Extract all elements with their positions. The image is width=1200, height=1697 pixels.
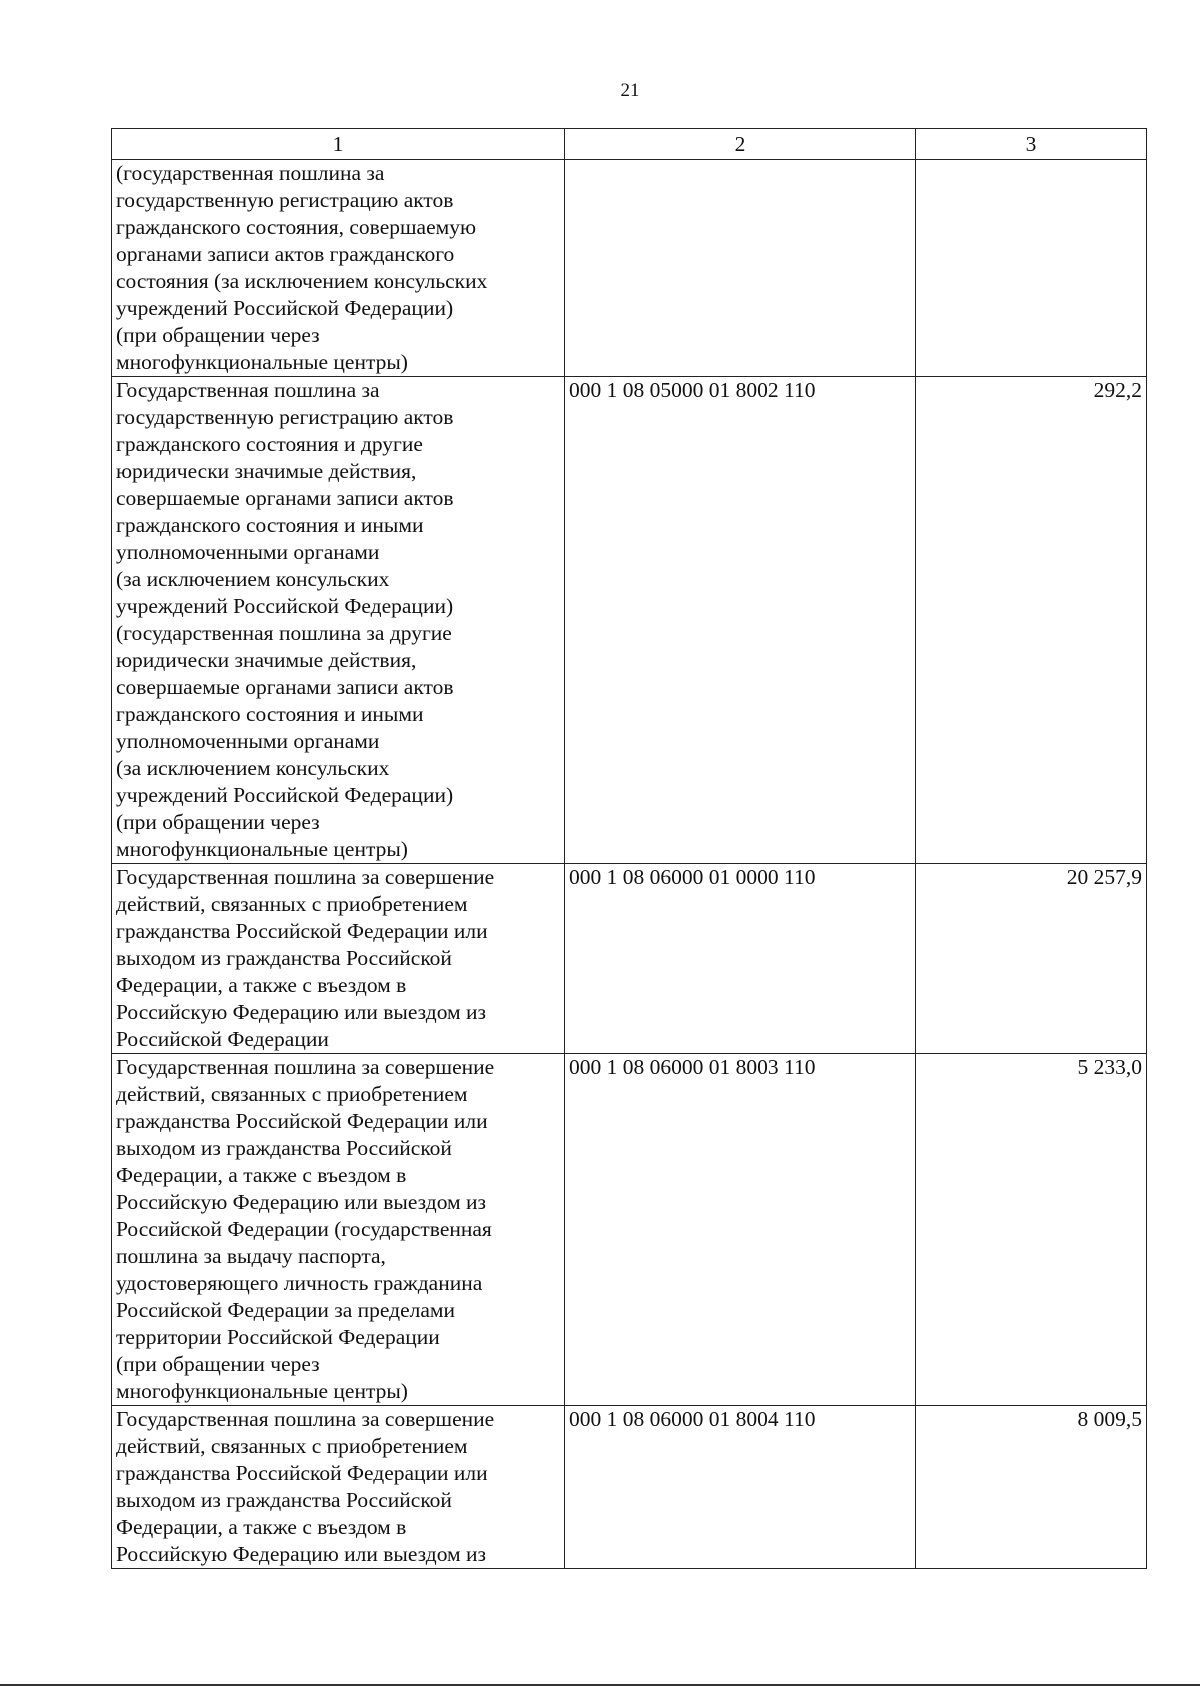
revenue-code: 000 1 08 06000 01 8004 110 [565,1406,916,1569]
column-header-2: 2 [565,129,916,160]
table-row [112,377,1147,864]
revenue-amount: 20 257,9 [916,864,1147,1054]
revenue-amount: 292,2 [916,377,1147,864]
page-bottom-rule [0,1684,1200,1686]
table-header [112,129,1147,160]
table-row [112,864,1147,1054]
revenue-code: 000 1 08 06000 01 0000 110 [565,864,916,1054]
revenue-amount [916,160,1147,377]
page-number: 21 [620,80,640,101]
table-row [112,1054,1147,1406]
revenue-name: Государственная пошлина за совершение действий, связанных с приобретением гражданства Российской Федерации или выходом из гражданства Российской Федерации, а также с въездом в Российскую Федерацию или выездом из Российской Федерации (государственная пошлина за выдачу паспорта, удостоверяющего личность гражданина Российской Федерации за пределами территории Российской Федерации (при обращении через многофункциональные центры) [112,1054,565,1406]
revenue-code: 000 1 08 05000 01 8002 110 [565,377,916,864]
header-row [112,129,1147,160]
revenue-table [111,128,1147,1569]
revenue-name: Государственная пошлина за государственную регистрацию актов гражданского состояния и другие юридически значимые действия, совершаемые органами записи актов гражданского состояния и иными уполномоченными органами (за исключением консульских учреждений Российской Федерации) (государственная пошлина за другие юридически значимые действия, совершаемые органами записи актов гражданского состояния и иными уполномоченными органами (за исключением консульских учреждений Российской Федерации) (при обращении через многофункциональные центры) [112,377,565,864]
revenue-code [565,160,916,377]
revenue-amount: 8 009,5 [916,1406,1147,1569]
table-row [112,1406,1147,1569]
table-row [112,160,1147,377]
column-header-3: 3 [916,129,1147,160]
revenue-name: Государственная пошлина за совершение действий, связанных с приобретением гражданства Российской Федерации или выходом из гражданства Российской Федерации, а также с въездом в Российскую Федерацию или выездом из Российской Федерации [112,864,565,1054]
revenue-name: Государственная пошлина за совершение действий, связанных с приобретением гражданства Российской Федерации или выходом из гражданства Российской Федерации, а также с въездом в Российскую Федерацию или выездом из [112,1406,565,1569]
revenue-code: 000 1 08 06000 01 8003 110 [565,1054,916,1406]
column-header-1: 1 [112,129,565,160]
revenue-name: (государственная пошлина за государственную регистрацию актов гражданского состояния, совершаемую органами записи актов гражданского состояния (за исключением консульских учреждений Российской Федерации) (при обращении через многофункциональные центры) [112,160,565,377]
revenue-amount: 5 233,0 [916,1054,1147,1406]
table-body [112,160,1147,1569]
